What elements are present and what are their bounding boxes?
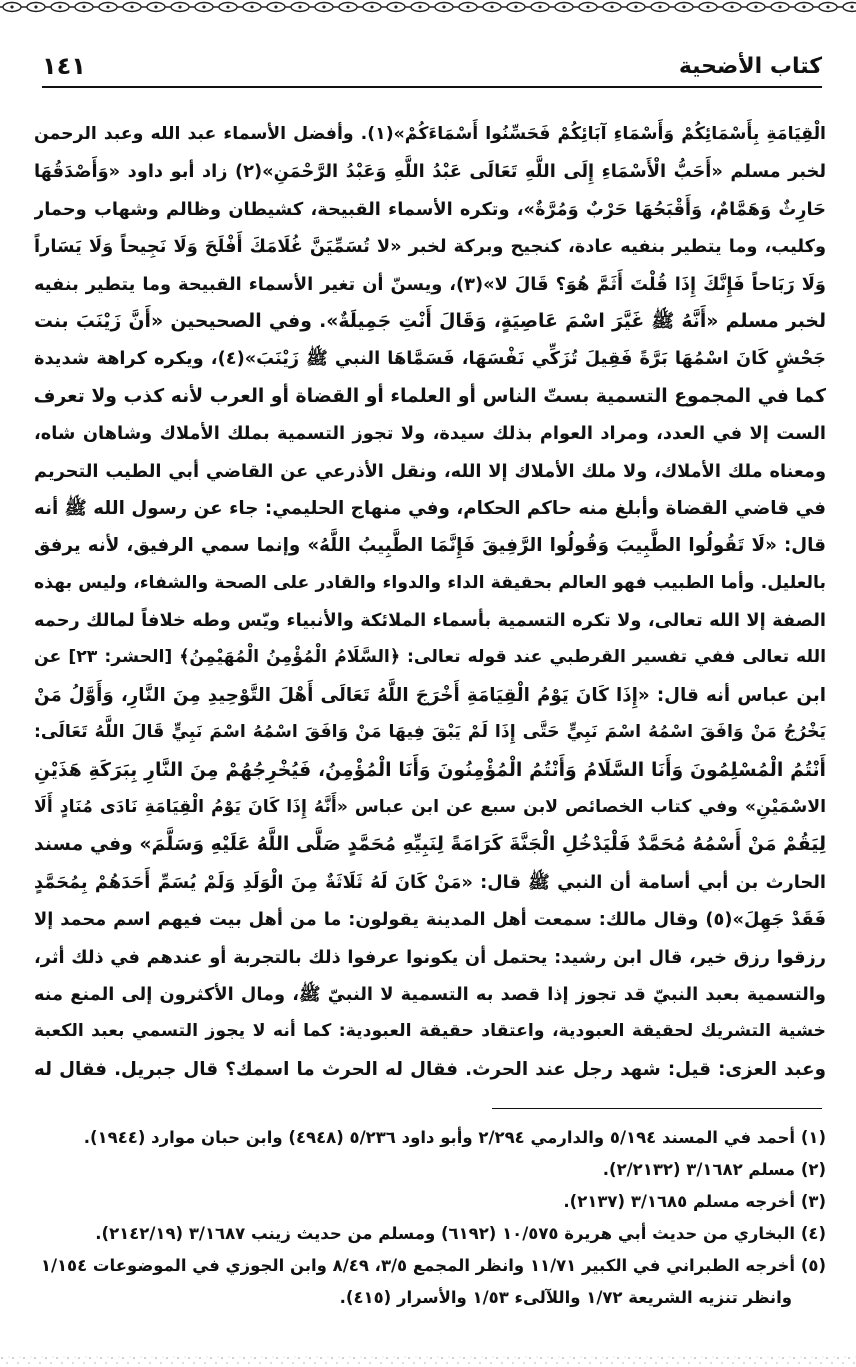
- text-line: أَنْتُمُ الْمُسْلِمُونَ وَأَنَا السَّلَامُ وَأَنْتُمُ الْمُؤْمِنُونَ وَأَنَا الْمُؤْمِنُ، فَيُخْرِجُهُمْ مِنَ النَّارِ بِبَرَكَةِ هَذَيْنِ: [34, 759, 826, 781]
- text-line: فَقَدْ جَهِلَ»(٥) وقال مالك: سمعت أهل المدينة يقولون: ما من أهل بيت فيهم اسم محمد إلا: [34, 909, 826, 931]
- text-line: قال: «لَا تَقُولُوا الطَّبِيبَ وَقُولُوا الرَّفِيقَ فَإِنَّمَا الطَّبِيبُ اللَّهُ» وإنما سمي الرفيق، لأنه يرفق: [34, 535, 826, 557]
- text-line: بالعليل. وأما الطبيب فهو العالم بحقيقة الداء والدواء والقادر على الصحة والشفاء، وليس بهذه: [34, 572, 826, 593]
- running-title: كتاب الأضحية: [678, 54, 822, 79]
- text-line: لخبر مسلم «أَنَّهُ ﷺ غَيَّرَ اسْمَ عَاصِيَةٍ، وَقَالَ أَنْتِ جَمِيلَةٌ». وفي الصحيحين «أَنَّ زَيْنَبَ بنت: [34, 310, 826, 332]
- text-line: ومعناه ملك الأملاك، ولا ملك الأملاك إلا الله، ونقل الأذرعي عن القاضي أبي الطيب التحريم: [34, 460, 826, 482]
- text-line: حَارِثٌ وَهَمَّامٌ، وَأَقْبَحُهَا حَرْبٌ وَمُرَّةٌ»، وتكره الأسماء القبيحة، كشيطان وظالم وشهاب وحمار: [34, 198, 826, 220]
- main-text: [34, 116, 826, 1088]
- footnote-5: (٥) أخرجه الطبراني في الكبير ١١/٧١ وانظر المجمع ٣/٥، ٨/٤٩ وابن الجوزي في الموضوعات ١/١٥٤: [40, 1256, 826, 1275]
- text-line: الله تعالى ففي تفسير القرطبي عند قوله تعالى: ﴿السَّلَامُ الْمُؤْمِنُ الْمُهَيْمِنُ﴾ [الحشر: ٢٣] عن: [34, 647, 826, 668]
- text-line: الْقِيَامَةِ بِأَسْمَائِكُمْ وَأَسْمَاءِ آبَائِكُمْ فَحَسِّنُوا أَسْمَاءَكُمْ»(١). وأفضل الأسماء عبد الله وعبد الرحمن: [34, 124, 826, 144]
- text-line: لِيَقُمْ مَنْ أَسْمُهُ مُحَمَّدٌ فَلْيَدْخُلِ الْجَنَّةَ كَرَامَةً لِنَبِيِّهِ مُحَمَّدٍ صَلَّى اللَّهُ عَلَيْهِ وَسَلَّمَ» وفي مسند: [34, 834, 826, 856]
- footnote-4: (٤) البخاري من حديث أبي هريرة ١٠/٥٧٥ (٦١٩٢) ومسلم من حديث زينب ٣/١٦٨٧ (٢١٤٢/١٩).: [95, 1224, 826, 1243]
- footnote-1: (١) أحمد في المسند ٥/١٩٤ والدارمي ٢/٢٩٤ وأبو داود ٥/٢٣٦ (٤٩٤٨) وابن حبان موارد (١٩٤٤).: [83, 1128, 826, 1147]
- text-line: الست إلا في العدد، ومراد العوام بذلك سيدة، ولا تجوز التسمية بملك الأملاك وشاهان شاه،: [34, 423, 826, 445]
- text-line: الاسْمَيْنِ» وفي كتاب الخصائص لابن سبع عن ابن عباس «أَنَّهُ إِذَا كَانَ يَوْمُ الْقِيَامَةِ نَادَى مُنَادٍ أَلَا: [34, 797, 826, 818]
- text-line: ابن عباس أنه قال: «إِذَا كَانَ يَوْمُ الْقِيَامَةِ أَخْرَجَ اللَّهُ تَعَالَى أَهْلَ التَّوْحِيدِ مِنَ النَّارِ، وَأَوَّلُ مَنْ: [34, 684, 826, 706]
- top-ornament-border: [0, 0, 856, 14]
- scan-edge-noise: [0, 1354, 856, 1367]
- text-line: يَخْرُجُ مَنْ وَافَقَ اسْمُهُ اسْمَ نَبِيٍّ حَتَّى إِذَا لَمْ يَبْقَ فِيهَا مَنْ وَافَقَ اسْمُهُ اسْمَ نَبِيٍّ قَالَ اللَّهُ تَعَالَى:: [34, 722, 826, 743]
- page-header: [42, 48, 822, 88]
- text-line: وعبد العزى: قيل: شهد رجل عند الحرث. فقال له الحرث ما اسمك؟ قال جبريل. فقال له: [34, 1058, 826, 1080]
- text-line: كما في المجموع التسمية بستّ الناس أو العلماء أو القضاة أو العرب لأنه كذب ولا تعرف: [34, 385, 826, 407]
- footnote-2: (٢) مسلم ٣/١٦٨٢ (٢/٢١٣٢).: [602, 1160, 826, 1179]
- text-line: وكليب، وما يتطير بنفيه عادة، كنجيح وبركة لخبر «لا تُسَمِّيَنَّ غُلَامَكَ أَفْلَحَ وَلَا نَجِيحاً وَلَا يَسَاراً: [34, 236, 826, 258]
- footnotes: [34, 1122, 826, 1314]
- text-line: خشية التشريك لحقيقة العبودية، واعتقاد حقيقة العبودية: كما أنه لا يجوز التسمي بعبد الكعبة: [34, 1021, 826, 1042]
- text-line: الصفة إلا الله تعالى، ولا تكره التسمية بأسماء الملائكة والأنبياء ويّس وطه خلافاً لمالك رحمه: [34, 610, 826, 632]
- footnote-5-continued: وانظر تنزيه الشريعة ١/٧٢ واللآلىء ١/٥٣ والأسرار (٤١٥).: [339, 1288, 792, 1307]
- text-line: والتسمية بعبد النبيّ قد تجوز إذا قصد به التسمية لا النبيّ ﷺ، ومال الأكثرون إلى المنع منه: [34, 983, 826, 1005]
- text-line: رزقوا رزق خير، قال ابن رشيد: يحتمل أن يكونوا عرفوا ذلك بالتجربة أو عندهم في ذلك أثر،: [34, 946, 826, 968]
- text-line: في قاضي القضاة وأبلغ منه حاكم الحكام، وفي منهاج الحليمي: جاء عن رسول الله ﷺ أنه: [34, 497, 826, 519]
- text-line: لخبر مسلم «أَحَبُّ الْأَسْمَاءِ إِلَى اللَّهِ تَعَالَى عَبْدُ اللَّهِ وَعَبْدُ الرَّحْمَنِ»(٢) زاد أبو داود «وَأَصْدَقُهَا: [34, 161, 826, 183]
- footnote-rule: [492, 1108, 822, 1109]
- page-number: ١٤١: [42, 52, 86, 80]
- header-rule: [42, 86, 822, 88]
- text-line: الحارث بن أبي أسامة أن النبي ﷺ قال: «مَنْ كَانَ لَهُ ثَلَاثَةٌ مِنَ الْوَلَدِ وَلَمْ يُسَمِّ أَحَدَهُمْ بِمُحَمَّدٍ: [34, 871, 826, 893]
- footnote-3: (٣) أخرجه مسلم ٣/١٦٨٥ (٢١٣٧).: [563, 1192, 826, 1211]
- text-line: وَلَا رَبَاحاً فَإِنَّكَ إِذَا قُلْتَ أَثَمَّ هُوَ؟ قَالَ لا»(٣)، ويسنّ أن تغير الأسماء القبيحة وما يتطير بنفيه: [34, 273, 826, 295]
- text-line: جَحْشٍ كَانَ اسْمُهَا بَرَّةً فَقِيلَ تُزَكِّي نَفْسَهَا، فَسَمَّاهَا النبي ﷺ زَيْنَبَ»(٤)، ويكره كراهة شديدة: [34, 348, 826, 370]
